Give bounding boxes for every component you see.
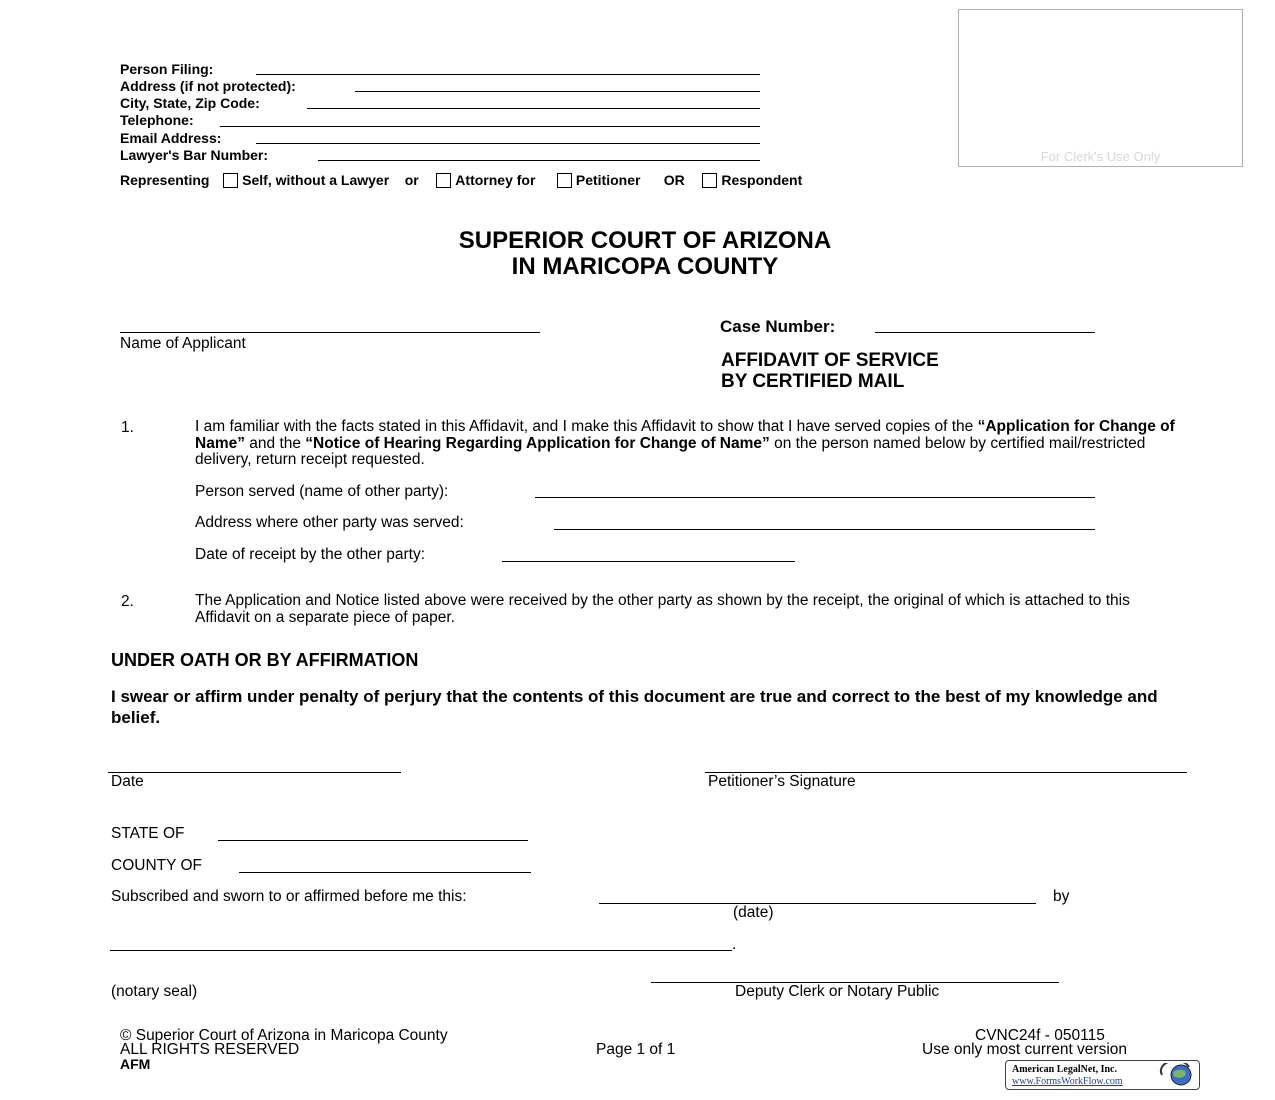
footer-page: Page 1 of 1 <box>596 1041 676 1058</box>
attorney-for-label: Attorney for <box>455 172 536 188</box>
attorney-checkbox[interactable] <box>436 173 451 188</box>
subscribed-date-field[interactable] <box>599 903 1036 904</box>
notary-seal-label: (notary seal) <box>111 983 198 1000</box>
clerk-use-box <box>958 9 1243 167</box>
item1-text-b: and the <box>244 434 306 452</box>
vendor-name: American LegalNet, Inc. <box>1012 1064 1117 1075</box>
date-receipt-label: Date of receipt by the other party: <box>195 546 426 563</box>
doc-title-line1: AFFIDAVIT OF SERVICE <box>721 350 939 371</box>
footer-form-code: CVNC24f - 050115 <box>975 1027 1105 1044</box>
case-number-label: Case Number: <box>720 317 836 336</box>
affiant-name-field[interactable] <box>110 950 732 951</box>
item1-bold-application: “Application for Change of Name” <box>195 418 1175 452</box>
county-of-label: COUNTY OF <box>111 857 202 874</box>
bar-number-field[interactable] <box>318 160 760 161</box>
respondent-label: Respondent <box>721 172 803 188</box>
applicant-name-field[interactable] <box>120 332 540 333</box>
self-checkbox[interactable] <box>223 173 238 188</box>
bar-number-label: Lawyer's Bar Number: <box>120 147 269 163</box>
case-number-field[interactable] <box>875 332 1095 333</box>
oath-statement: I swear or affirm under penalty of perjury that the contents of this document are true and correct to the best of my knowledge and belief. <box>111 687 1158 727</box>
vendor-url[interactable]: www.FormsWorkFlow.com <box>1012 1076 1123 1087</box>
by-label: by <box>1053 888 1070 905</box>
item2-number: 2. <box>121 593 134 610</box>
person-served-label: Person served (name of other party): <box>195 483 449 500</box>
person-served-field[interactable] <box>535 497 1095 498</box>
clerk-use-label: For Clerk's Use Only <box>1040 149 1161 164</box>
or-label: or <box>404 172 419 188</box>
address-label: Address (if not protected): <box>120 78 296 94</box>
self-label: Self, without a Lawyer <box>242 172 390 188</box>
petitioner-checkbox[interactable] <box>557 173 572 188</box>
city-state-zip-field[interactable] <box>307 108 760 109</box>
subscribed-label: Subscribed and sworn to or affirmed before me this: <box>111 888 467 905</box>
item1-text-c: on the person named below by certified mail/restricted delivery, return receipt requested. <box>195 434 1146 468</box>
vendor-badge[interactable] <box>1005 1060 1200 1090</box>
footer-rights: ALL RIGHTS RESERVED <box>120 1041 300 1058</box>
county-of-field[interactable] <box>239 872 531 873</box>
affiant-period: . <box>732 936 737 953</box>
or-upper-label: OR <box>663 172 685 188</box>
item1-bold-notice: “Notice of Hearing Regarding Application for Change of Name” <box>305 434 770 452</box>
state-of-label: STATE OF <box>111 825 185 842</box>
representing-row <box>120 172 802 188</box>
date-label: Date <box>111 773 144 790</box>
email-field[interactable] <box>256 143 760 144</box>
person-filing-label: Person Filing: <box>120 61 214 77</box>
oath-heading: UNDER OATH OR BY AFFIRMATION <box>111 650 419 670</box>
globe-icon <box>1159 1063 1195 1087</box>
footer-copyright: © Superior Court of Arizona in Maricopa County <box>120 1027 448 1044</box>
item1-number: 1. <box>121 419 134 436</box>
state-of-field[interactable] <box>218 840 528 841</box>
footer-version-note: Use only most current version <box>922 1041 1128 1058</box>
date-receipt-field[interactable] <box>502 561 795 562</box>
address-field[interactable] <box>355 91 760 92</box>
footer-afm: AFM <box>120 1056 151 1072</box>
respondent-checkbox[interactable] <box>702 173 717 188</box>
telephone-field[interactable] <box>220 126 760 127</box>
date-hint: (date) <box>733 904 774 921</box>
email-label: Email Address: <box>120 130 222 146</box>
court-title-line1: SUPERIOR COURT OF ARIZONA <box>458 227 832 254</box>
applicant-label: Name of Applicant <box>120 335 246 352</box>
petitioner-label: Petitioner <box>575 172 641 188</box>
person-filing-field[interactable] <box>256 74 760 75</box>
petitioner-signature-label: Petitioner’s Signature <box>708 773 856 790</box>
doc-title-line2: BY CERTIFIED MAIL <box>721 371 905 392</box>
item2-paragraph: The Application and Notice listed above were received by the other party as shown by the receipt, the original of which is attached to this Affidavit on a separate piece of paper. <box>195 592 1130 626</box>
telephone-label: Telephone: <box>120 112 194 128</box>
representing-label: Representing <box>120 172 210 188</box>
address-served-label: Address where other party was served: <box>195 514 464 531</box>
date-signature-field[interactable] <box>108 772 401 773</box>
deputy-label: Deputy Clerk or Notary Public <box>735 983 940 1000</box>
item1-paragraph <box>195 419 1185 469</box>
item1-text-a: I am familiar with the facts stated in this Affidavit, and I make this Affidavit to show that I have served copies of the <box>195 418 978 435</box>
court-title-line2: IN MARICOPA COUNTY <box>511 253 779 280</box>
address-served-field[interactable] <box>554 529 1095 530</box>
city-state-zip-label: City, State, Zip Code: <box>120 95 260 111</box>
